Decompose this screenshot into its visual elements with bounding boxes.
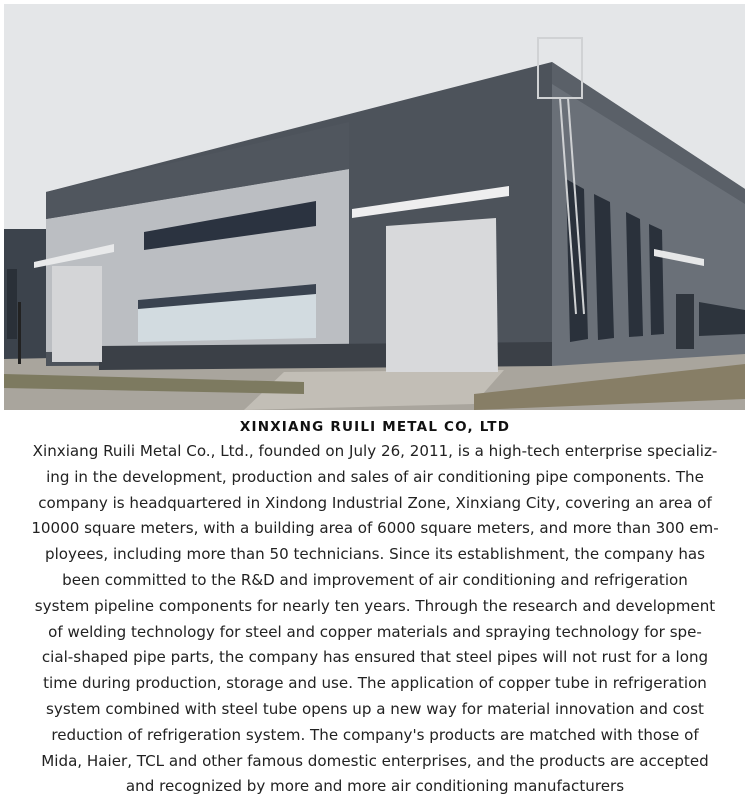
description-line: Mida, Haier, TCL and other famous domestic enterprises, and the products are accepted [41,751,709,770]
description-line: ployees, including more than 50 technicians. Since its establishment, the company has [45,545,705,564]
description-line: system combined with steel tube opens up a new way for material innovation and cost [46,699,704,718]
factory-photo [4,4,745,410]
description-line: ing in the development, production and sales of air conditioning pipe components. The [46,467,704,486]
factory-building-illustration [4,4,745,410]
description-line: system pipeline components for nearly ten years. Through the research and development [34,596,716,615]
description-line: 10000 square meters, with a building area of 6000 square meters, and more than 300 em- [31,519,719,538]
main-door [386,218,498,372]
description-line: and recognized by more and more air conditioning manufacturers [125,777,625,796]
description-line: Xinxiang Ruili Metal Co., Ltd., founded on July 26, 2011, is a high-tech enterprise specializ- [32,442,718,460]
company-description [12,439,738,800]
description-line: company is headquartered in Xindong Industrial Zone, Xinxiang City, covering an area of [38,493,712,512]
description-line: cial-shaped pipe parts, the company has ensured that steel pipes will not rust for a long [41,648,709,667]
description-line: time during production, storage and use. The application of copper tube in refrigeration [43,674,707,693]
company-title: XINXIANG RUILI METAL CO, LTD [239,419,511,435]
left-door [52,266,102,362]
description-line: been committed to the R&D and improvement of air conditioning and refrigeration [62,570,688,589]
description-line: reduction of refrigeration system. The company's products are matched with those of [51,725,699,744]
description-line: of welding technology for steel and copper materials and spraying technology for spe- [48,622,702,641]
